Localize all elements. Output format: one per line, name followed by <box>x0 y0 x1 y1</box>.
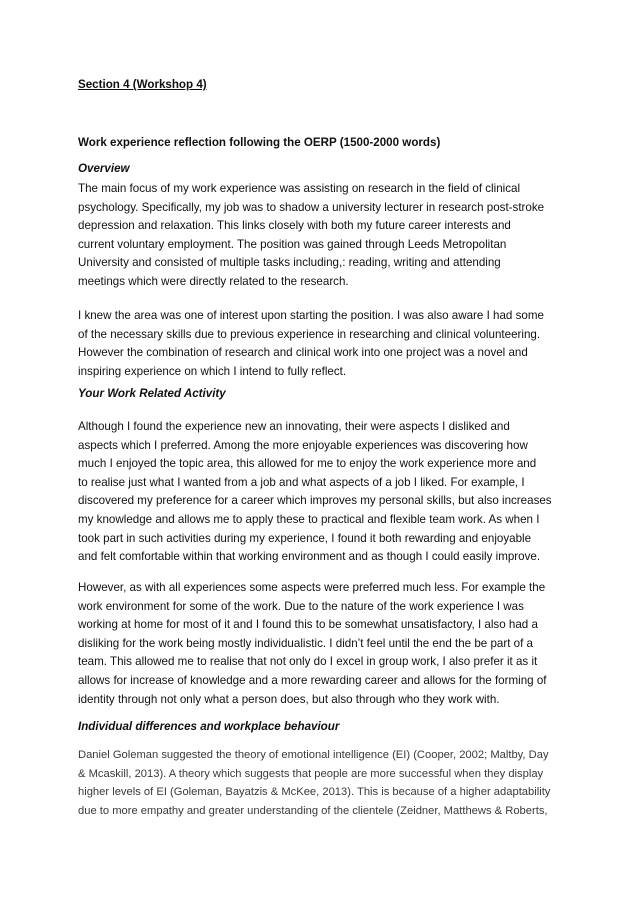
text-line: allows for increase of knowledge and a more rewarding career and allows for the forming of <box>78 673 547 687</box>
text-line: & Mcaskill, 2013). A theory which suggests that people are more successful when they display <box>78 767 544 780</box>
text-line: I knew the area was one of interest upon starting the position. I was also aware I had some <box>78 309 544 322</box>
heading-individual-differences: Individual differences and workplace behaviour <box>78 720 340 733</box>
text-line: discovered my preference for a career which improves my personal skills, but also increases <box>78 494 552 508</box>
text-line: However, as with all experiences some aspects were preferred much less. For example the <box>78 581 546 594</box>
text-line: work environment for some of the work. Due to the nature of the work experience I was <box>78 599 524 613</box>
text-line: identity through not only what a person does, but also through who they work with. <box>78 692 500 706</box>
text-line: my knowledge and allows me to apply these to practical and flexible team work. As when I <box>78 512 540 526</box>
section-title: Section 4 (Workshop 4) <box>78 78 207 91</box>
paragraph-activity-2 <box>78 579 568 709</box>
text-line: Although I found the experience new an innovating, their were aspects I disliked and <box>78 420 510 433</box>
text-line: inspiring experience on which I intend to fully reflect. <box>78 364 347 378</box>
heading-work-related-activity: Your Work Related Activity <box>78 387 226 400</box>
text-line: team. This allowed me to realise that not only do I excel in group work, I also prefer it as it <box>78 655 538 669</box>
text-line: aspects which I preferred. Among the more enjoyable experiences was discovering how <box>78 438 528 452</box>
text-line: University and consisted of multiple tasks including,: reading, writing and attending <box>78 256 501 270</box>
text-line: meetings which were directly related to the research. <box>78 274 349 288</box>
heading-overview: Overview <box>78 162 130 175</box>
paragraph-overview-1 <box>78 180 568 292</box>
text-line: Daniel Goleman suggested the theory of emotional intelligence (EI) (Cooper, 2002; Maltby, Day <box>78 749 549 761</box>
assignment-subtitle: Work experience reflection following the OERP (1500-2000 words) <box>78 136 441 149</box>
text-line: working at home for most of it and I found this to be somewhat unsatisfactory, I also had a <box>78 618 538 632</box>
paragraph-activity-1 <box>78 418 568 567</box>
paragraph-individual-1 <box>78 746 568 820</box>
text-line: due to more empathy and greater understanding of the clientele (Zeidner, Matthews & Roberts, <box>78 804 548 817</box>
text-line: psychology. Specifically, my job was to shadow a university lecturer in research post-stroke <box>78 200 545 214</box>
paragraph-overview-2 <box>78 307 568 381</box>
text-line: disliking for the work being mostly individualistic. I didn’t feel until the end the be part of a <box>78 636 533 650</box>
text-line: and felt comfortable within that working environment and as though I could easily improve. <box>78 550 541 564</box>
text-line: of the necessary skills due to previous experience in researching and clinical volunteering. <box>78 327 541 341</box>
text-line: much I enjoyed the topic area, this allowed for me to enjoy the work experience more and <box>78 457 537 471</box>
text-line: current voluntary employment. The position was gained through Leeds Metropolitan <box>78 237 507 251</box>
text-line: higher levels of EI (Goleman, Bayatzis & McKee, 2013). This is because of a higher adaptability <box>78 786 551 799</box>
text-line: The main focus of my work experience was assisting on research in the field of clinical <box>78 182 521 195</box>
text-line: depression and relaxation. This links closely with both my future career interests and <box>78 219 511 233</box>
text-line: However the combination of research and clinical work into one project was a novel and <box>78 346 528 360</box>
text-line: took part in such activities during my experience, I found it both rewarding and enjoyable <box>78 531 532 545</box>
text-line: to realise just what I wanted from a job and what aspects of a job I liked. For example, I <box>78 475 525 489</box>
